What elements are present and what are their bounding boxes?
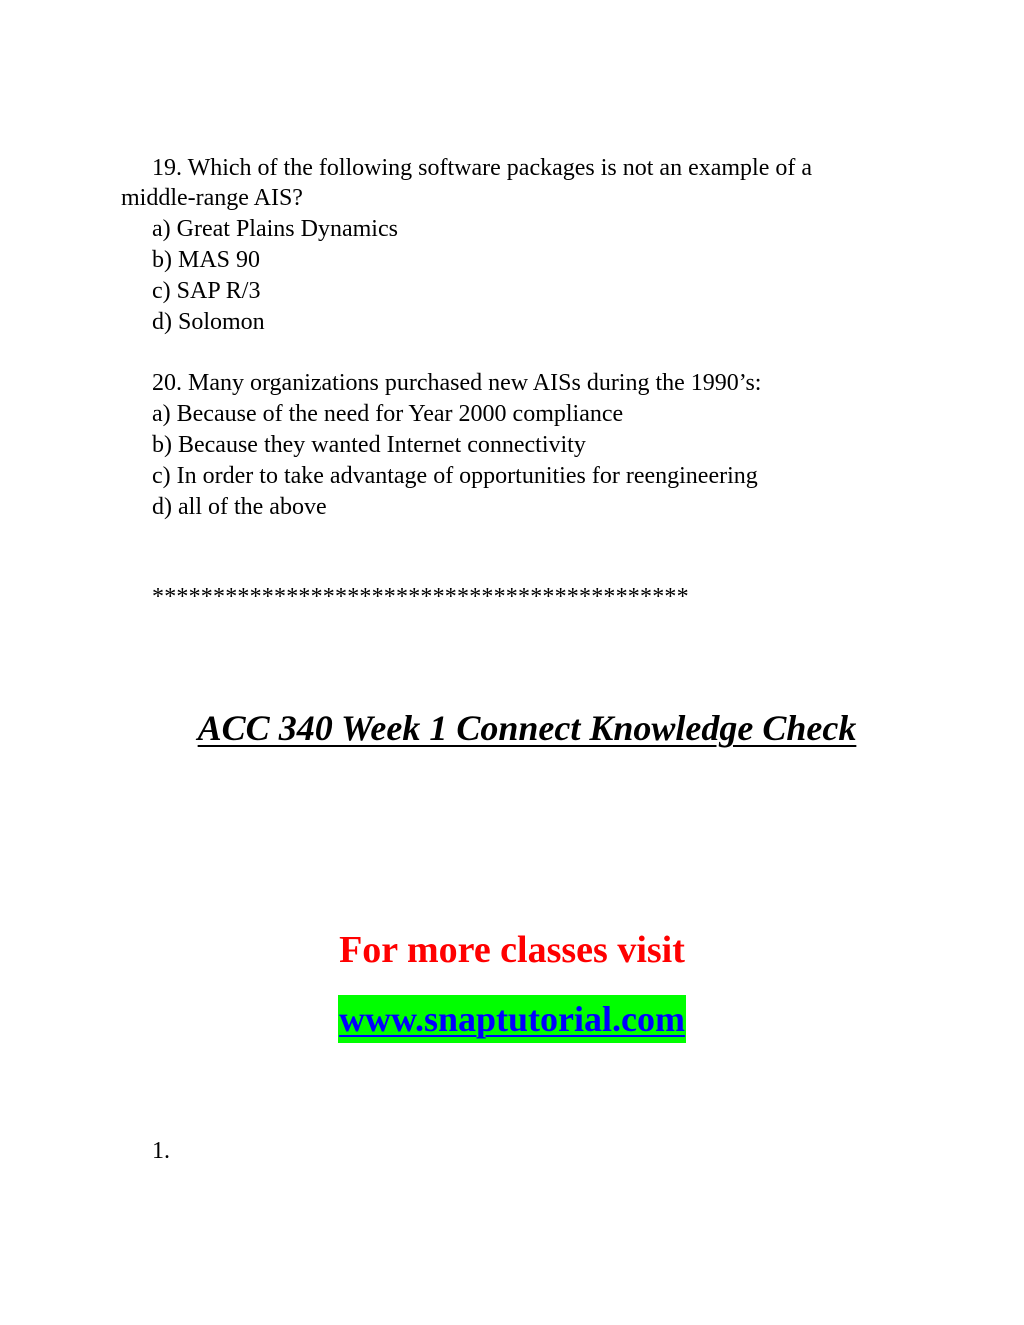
question-19-stem-continued: middle-range AIS? (121, 185, 303, 211)
promo-text: For more classes visit (339, 929, 685, 971)
question-20-option-b: b) Because they wanted Internet connectivity (152, 432, 586, 458)
section-title: ACC 340 Week 1 Connect Knowledge Check (197, 708, 857, 748)
question-19-option-c: c) SAP R/3 (152, 278, 261, 304)
promo-link-container (0, 995, 1024, 1043)
question-20-option-d: d) all of the above (152, 494, 327, 520)
question-19-stem: 19. Which of the following software packages is not an example of a (152, 155, 813, 181)
question-19-option-a: a) Great Plains Dynamics (152, 216, 398, 242)
question-20-option-a: a) Because of the need for Year 2000 compliance (152, 401, 624, 427)
asterisk-separator: ******************************************** (152, 584, 689, 610)
question-19-option-b: b) MAS 90 (152, 247, 261, 273)
snaptutorial-link[interactable]: www.snaptutorial.com (338, 995, 686, 1043)
question-20-stem: 20. Many organizations purchased new AISs during the 1990’s: (152, 370, 762, 396)
question-19-option-d: d) Solomon (152, 309, 265, 335)
question-20-option-c: c) In order to take advantage of opportunities for reengineering (152, 463, 758, 489)
next-item-number: 1. (152, 1138, 170, 1164)
